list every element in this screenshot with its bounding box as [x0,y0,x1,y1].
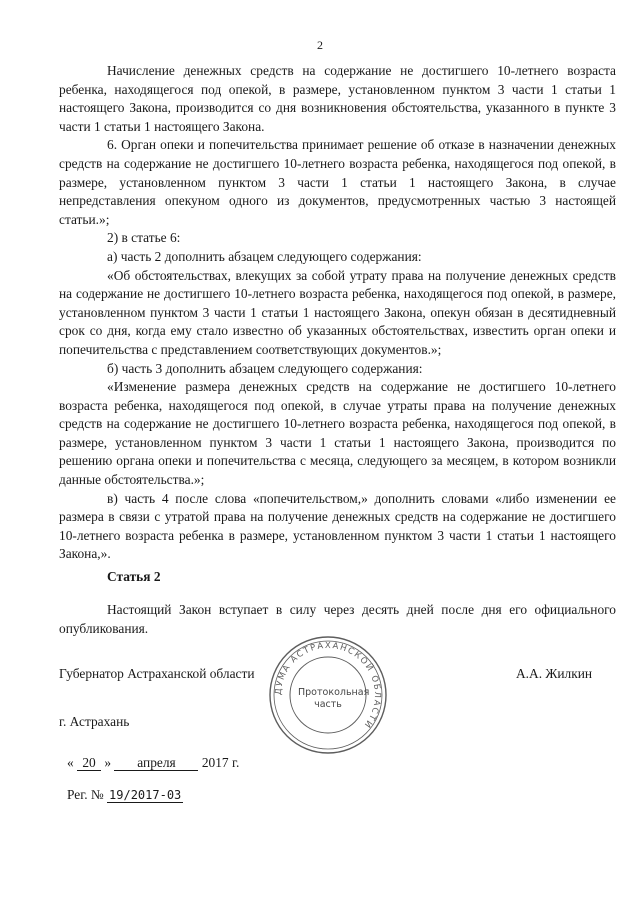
seal-center-line: Протокольная [298,687,370,698]
date-month: апреля [114,755,198,771]
date-year: 2017 г. [201,755,240,770]
paragraph: а) часть 2 дополнить абзацем следующего содержания: [107,248,422,264]
paragraph: Начисление денежных средств на содержание не достигшего 10-летнего возраста ребенка, находящегося под опекой, в размере, установленном пунктом 3 части 1 статьи 1 настоящего Закона, производится со дня возникновения обстоятельства, указанного в пункте 3 части 1 статьи 1 настоящего Закона. [59,63,616,134]
paragraph: б) часть 3 дополнить абзацем следующего содержания: [107,360,423,376]
seal-ring-text: ДУМА АСТРАХАНСКОЙ ОБЛАСТИ [273,640,383,731]
paragraph: в) часть 4 после слова «попечительством,» дополнить словами «либо изменении ее размера в связи с утратой права на получение денежных средств на содержание не достигшего 10-летнего возраста ребенка в размере, установленном пунктом 3 части 1 статьи 1 настоящего Закона,». [59,490,616,562]
city: г. Астрахань [59,714,130,729]
page-number: 2 [317,38,323,52]
date-open-quote: « [67,755,74,770]
registration-number [67,787,183,803]
seal-center-line: часть [314,699,342,710]
paragraph: Настоящий Закон вступает в силу через десять дней после дня его официального опубликования. [59,602,616,636]
paragraph: «Изменение размера денежных средств на содержание не достигшего 10-летнего возраста ребенка, находящегося под опекой, в случае утраты права на получение денежных средств на содержание не достигшего 10-летнего возраста ребенка, находящегося под опекой, в размере, установленном пунктом 3 части 1 статьи 1 настоящего Закона, производится по решению органа опеки и попечительства с месяца, следующего за месяцем, в котором возникли данные обстоятельства.»; [59,379,616,488]
signatory-position: Губернатор Астраханской области [59,666,255,681]
article-title: Статья 2 [107,569,161,584]
paragraph: 6. Орган опеки и попечительства принимает решение об отказе в назначении денежных средств на содержание не достигшего 10-летнего возраста ребенка, находящегося под опекой, в размере, установленном пунктом 3 части 1 статьи 1 настоящего Закона, в случае непредставления опекуном одного из документов, предусмотренных частью 3 настоящей статьи.»; [59,137,616,227]
svg-text:ДУМА АСТРАХАНСКОЙ ОБЛАСТИ [274,641,382,730]
registration-value: 19/2017-03 [109,788,182,802]
registration-label: Рег. № [67,787,104,802]
paragraph: 2) в статье 6: [107,230,181,246]
date-close-quote: » [104,755,112,770]
signatory-name: А.А. Жилкин [516,666,593,681]
paragraph: «Об обстоятельствах, влекущих за собой утрату права на получение денежных средств на содержание не достигшего 10-летнего возраста ребенка, находящегося под опекой, в размере, установленном пунктом 3 части 1 статьи 1 настоящего Закона, опекун обязан в десятидневный срок со дня, когда ему стало известно об указанных обстоятельствах, известить орган опеки и попечительства с представлением соответствующих документов.»; [59,267,616,357]
signing-date [67,755,239,771]
seal-center-text [298,687,370,711]
date-day: 20 [77,755,101,771]
law-text [59,62,616,564]
